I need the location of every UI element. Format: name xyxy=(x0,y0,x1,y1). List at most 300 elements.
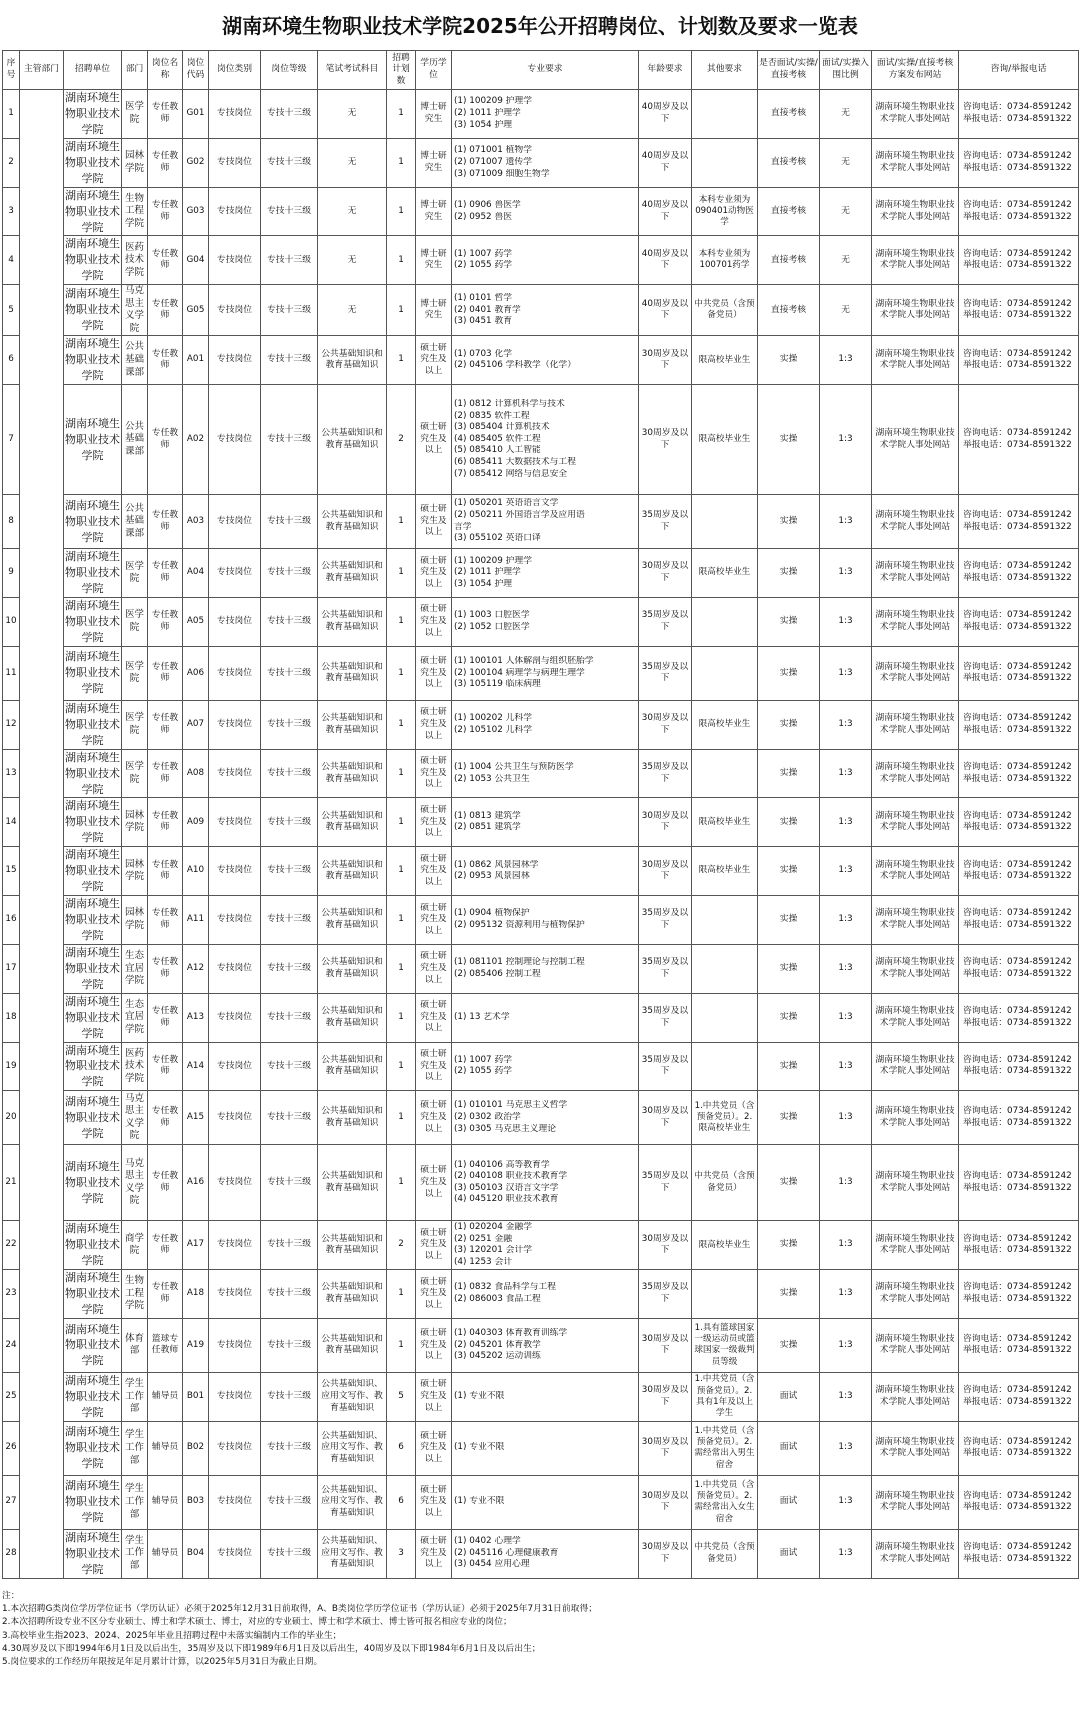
report-phone: 举报电话：0734-8591322 xyxy=(963,162,1072,173)
post-name: 专任教师 xyxy=(148,847,183,896)
post-name: 专任教师 xyxy=(148,495,183,549)
exam-subject: 公共基础知识和教育基础知识 xyxy=(318,495,387,549)
major-item: (3) 0305 马克思主义理论 xyxy=(454,1123,557,1134)
publish-website: 湖南环境生物职业技术学院人事处网站 xyxy=(872,646,959,700)
table-row xyxy=(3,385,1079,495)
table-row xyxy=(3,549,1079,598)
major-item: (2) 085406 控制工程 xyxy=(454,968,541,979)
post-code: A19 xyxy=(183,1318,209,1372)
publish-website: 湖南环境生物职业技术学院人事处网站 xyxy=(872,847,959,896)
major-requirements xyxy=(452,896,639,945)
recruiting-unit: 湖南环境生物职业技术学院 xyxy=(64,944,122,993)
assessment-method: 实操 xyxy=(758,700,820,749)
note-line: 2.本次招聘所设专业不区分专业硕士、博士和学术硕士、博士，对应的专业硕士、博士和学术硕士、博士皆可报名相应专业的岗位； xyxy=(2,1617,512,1628)
major-item: (2) 100104 病理学与病理生理学 xyxy=(454,667,585,678)
age-requirement: 30周岁及以下 xyxy=(639,549,692,598)
report-phone: 举报电话：0734-8591322 xyxy=(963,919,1072,930)
table-row xyxy=(3,944,1079,993)
consult-phone: 咨询电话：0734-8591242 xyxy=(963,1005,1072,1016)
post-name: 专任教师 xyxy=(148,1270,183,1319)
contact-phones xyxy=(959,847,1079,896)
consult-phone: 咨询电话：0734-8591242 xyxy=(963,661,1072,672)
other-requirements xyxy=(692,646,758,700)
column-header: 岗位等级 xyxy=(261,51,318,90)
major-item: (3) 1054 护理 xyxy=(454,119,513,130)
shortlist-ratio: 1:3 xyxy=(820,847,872,896)
report-phone: 举报电话：0734-8591322 xyxy=(963,260,1072,271)
publish-website: 湖南环境生物职业技术学院人事处网站 xyxy=(872,1221,959,1270)
education: 硕士研究生及以上 xyxy=(416,847,452,896)
post-level: 专技十三级 xyxy=(261,1091,318,1145)
table-row xyxy=(3,993,1079,1042)
post-category: 专技岗位 xyxy=(209,285,261,336)
age-requirement: 30周岁及以下 xyxy=(639,700,692,749)
plan-count: 6 xyxy=(387,1421,416,1475)
major-item: (2) 1055 药学 xyxy=(454,1066,513,1077)
plan-count: 1 xyxy=(387,336,416,385)
report-phone: 举报电话：0734-8591322 xyxy=(963,113,1072,124)
major-item: (2) 1053 公共卫生 xyxy=(454,773,530,784)
publish-website: 湖南环境生物职业技术学院人事处网站 xyxy=(872,138,959,187)
post-level: 专技十三级 xyxy=(261,236,318,285)
major-requirements xyxy=(452,1221,639,1270)
row-number: 5 xyxy=(3,285,20,336)
age-requirement: 30周岁及以下 xyxy=(639,1475,692,1529)
department: 生物工程学院 xyxy=(122,1270,148,1319)
plan-count: 5 xyxy=(387,1372,416,1421)
column-header: 是否面试/实操/直接考核 xyxy=(758,51,820,90)
post-name: 专任教师 xyxy=(148,336,183,385)
major-item: (1) 1004 公共卫生与预防医学 xyxy=(454,761,574,772)
department: 园林学院 xyxy=(122,896,148,945)
major-requirements xyxy=(452,847,639,896)
report-phone: 举报电话：0734-8591322 xyxy=(963,521,1072,532)
other-requirements xyxy=(692,896,758,945)
publish-website: 湖南环境生物职业技术学院人事处网站 xyxy=(872,1042,959,1091)
table-row xyxy=(3,187,1079,236)
report-phone: 举报电话：0734-8591322 xyxy=(963,360,1072,371)
post-category: 专技岗位 xyxy=(209,236,261,285)
post-name: 辅导员 xyxy=(148,1421,183,1475)
post-name: 篮球专任教师 xyxy=(148,1318,183,1372)
post-code: A04 xyxy=(183,549,209,598)
major-item: (2) 0251 金融 xyxy=(454,1233,513,1244)
shortlist-ratio: 1:3 xyxy=(820,896,872,945)
major-item: (2) 045106 学科教学（化学） xyxy=(454,360,577,371)
recruiting-unit: 湖南环境生物职业技术学院 xyxy=(64,1475,122,1529)
major-item: (2) 040108 职业技术教育学 xyxy=(454,1171,568,1182)
note-line: 注： xyxy=(2,1591,20,1601)
shortlist-ratio: 无 xyxy=(820,285,872,336)
shortlist-ratio: 1:3 xyxy=(820,944,872,993)
consult-phone: 咨询电话：0734-8591242 xyxy=(963,1333,1072,1344)
age-requirement: 30周岁及以下 xyxy=(639,847,692,896)
recruiting-unit: 湖南环境生物职业技术学院 xyxy=(64,896,122,945)
major-requirements xyxy=(452,495,639,549)
department: 医学院 xyxy=(122,700,148,749)
recruiting-unit: 湖南环境生物职业技术学院 xyxy=(64,138,122,187)
table-row xyxy=(3,1270,1079,1319)
post-level: 专技十三级 xyxy=(261,993,318,1042)
major-item: (1) 050201 英语语言文学 xyxy=(454,498,559,509)
major-item: (7) 085412 网络与信息安全 xyxy=(454,468,568,479)
major-requirements xyxy=(452,1372,639,1421)
publish-website: 湖南环境生物职业技术学院人事处网站 xyxy=(872,993,959,1042)
major-item: (1) 1003 口腔医学 xyxy=(454,610,530,621)
exam-subject: 公共基础知识和教育基础知识 xyxy=(318,385,387,495)
contact-phones xyxy=(959,1270,1079,1319)
education: 博士研究生 xyxy=(416,90,452,139)
post-name: 专任教师 xyxy=(148,1042,183,1091)
assessment-method: 实操 xyxy=(758,1091,820,1145)
post-category: 专技岗位 xyxy=(209,1475,261,1529)
consult-phone: 咨询电话：0734-8591242 xyxy=(963,298,1072,309)
table-row xyxy=(3,336,1079,385)
column-header: 部门 xyxy=(122,51,148,90)
post-level: 专技十三级 xyxy=(261,285,318,336)
publish-website: 湖南环境生物职业技术学院人事处网站 xyxy=(872,1091,959,1145)
department: 马克思主义学院 xyxy=(122,1091,148,1145)
shortlist-ratio: 无 xyxy=(820,187,872,236)
contact-phones xyxy=(959,1475,1079,1529)
consult-phone: 咨询电话：0734-8591242 xyxy=(963,1542,1072,1553)
post-level: 专技十三级 xyxy=(261,1529,318,1578)
table-row xyxy=(3,1475,1079,1529)
major-item: (1) 0862 风景园林学 xyxy=(454,859,539,870)
recruiting-unit: 湖南环境生物职业技术学院 xyxy=(64,1318,122,1372)
contact-phones xyxy=(959,385,1079,495)
post-category: 专技岗位 xyxy=(209,549,261,598)
row-number: 1 xyxy=(3,90,20,139)
row-number: 6 xyxy=(3,336,20,385)
table-row xyxy=(3,495,1079,549)
contact-phones xyxy=(959,1091,1079,1145)
exam-subject: 公共基础知识和教育基础知识 xyxy=(318,896,387,945)
post-code: A18 xyxy=(183,1270,209,1319)
major-requirements xyxy=(452,236,639,285)
post-name: 专任教师 xyxy=(148,598,183,647)
row-number: 26 xyxy=(3,1421,20,1475)
education: 硕士研究生及以上 xyxy=(416,798,452,847)
major-item: (1) 071001 植物学 xyxy=(454,145,533,156)
report-phone: 举报电话：0734-8591322 xyxy=(963,724,1072,735)
plan-count: 1 xyxy=(387,598,416,647)
major-item: (1) 0832 食品科学与工程 xyxy=(454,1282,557,1293)
consult-phone: 咨询电话：0734-8591242 xyxy=(963,908,1072,919)
column-header: 专业要求 xyxy=(452,51,639,90)
post-category: 专技岗位 xyxy=(209,1270,261,1319)
post-name: 专任教师 xyxy=(148,700,183,749)
post-code: A05 xyxy=(183,598,209,647)
row-number: 16 xyxy=(3,896,20,945)
major-item: (1) 100209 护理学 xyxy=(454,96,533,107)
table-row xyxy=(3,1221,1079,1270)
post-level: 专技十三级 xyxy=(261,90,318,139)
age-requirement: 35周岁及以下 xyxy=(639,495,692,549)
table-header-row xyxy=(3,51,1079,90)
major-item: (2) 0835 软件工程 xyxy=(454,410,530,421)
department: 学生工作部 xyxy=(122,1529,148,1578)
major-item: (1) 100209 护理学 xyxy=(454,555,533,566)
shortlist-ratio: 1:3 xyxy=(820,646,872,700)
major-item: (2) 071007 遗传学 xyxy=(454,156,533,167)
other-requirements xyxy=(692,1270,758,1319)
assessment-method: 实操 xyxy=(758,646,820,700)
major-requirements xyxy=(452,187,639,236)
major-item: (2) 0401 教育学 xyxy=(454,304,521,315)
assessment-method: 面试 xyxy=(758,1529,820,1578)
contact-phones xyxy=(959,749,1079,798)
age-requirement: 35周岁及以下 xyxy=(639,944,692,993)
consult-phone: 咨询电话：0734-8591242 xyxy=(963,1385,1072,1396)
row-number: 20 xyxy=(3,1091,20,1145)
row-number: 13 xyxy=(3,749,20,798)
department: 生态宜居学院 xyxy=(122,944,148,993)
note-line: 4.30周岁及以下即1994年6月1日及以后出生，35周岁及以下即1989年6月1日及以后出生，40周岁及以下即1984年6月1日及以后出生； xyxy=(2,1643,541,1654)
post-code: A03 xyxy=(183,495,209,549)
row-number: 23 xyxy=(3,1270,20,1319)
post-level: 专技十三级 xyxy=(261,385,318,495)
major-item: (2) 095132 资源利用与植物保护 xyxy=(454,919,585,930)
other-requirements: 限高校毕业生 xyxy=(692,385,758,495)
other-requirements: 1.中共党员（含预备党员）。2.具有1年及以上学生 xyxy=(692,1372,758,1421)
report-phone: 举报电话：0734-8591322 xyxy=(963,1448,1072,1459)
assessment-method: 实操 xyxy=(758,749,820,798)
column-header: 岗位代码 xyxy=(183,51,209,90)
recruiting-unit: 湖南环境生物职业技术学院 xyxy=(64,1421,122,1475)
notes xyxy=(2,1590,1078,1669)
post-category: 专技岗位 xyxy=(209,646,261,700)
column-header: 序号 xyxy=(3,51,20,90)
contact-phones xyxy=(959,336,1079,385)
education: 硕士研究生及以上 xyxy=(416,1221,452,1270)
exam-subject: 公共基础知识和教育基础知识 xyxy=(318,993,387,1042)
major-requirements xyxy=(452,1091,639,1145)
post-code: A07 xyxy=(183,700,209,749)
contact-phones xyxy=(959,495,1079,549)
post-category: 专技岗位 xyxy=(209,798,261,847)
contact-phones xyxy=(959,549,1079,598)
exam-subject: 公共基础知识和教育基础知识 xyxy=(318,1145,387,1221)
post-category: 专技岗位 xyxy=(209,1372,261,1421)
post-category: 专技岗位 xyxy=(209,1529,261,1578)
department: 医学院 xyxy=(122,749,148,798)
table-row xyxy=(3,285,1079,336)
assessment-method: 实操 xyxy=(758,1221,820,1270)
major-item: (1) 0813 建筑学 xyxy=(454,810,521,821)
major-item: (4) 045120 职业技术教育 xyxy=(454,1194,559,1205)
post-name: 专任教师 xyxy=(148,896,183,945)
post-name: 专任教师 xyxy=(148,236,183,285)
education: 博士研究生 xyxy=(416,236,452,285)
major-item: (1) 专业不限 xyxy=(454,1442,505,1453)
row-number: 10 xyxy=(3,598,20,647)
assessment-method: 实操 xyxy=(758,944,820,993)
plan-count: 1 xyxy=(387,236,416,285)
post-level: 专技十三级 xyxy=(261,495,318,549)
plan-count: 1 xyxy=(387,798,416,847)
age-requirement: 30周岁及以下 xyxy=(639,1318,692,1372)
major-requirements xyxy=(452,749,639,798)
report-phone: 举报电话：0734-8591322 xyxy=(963,1345,1072,1356)
age-requirement: 30周岁及以下 xyxy=(639,798,692,847)
post-name: 专任教师 xyxy=(148,1091,183,1145)
major-item: (2) 1011 护理学 xyxy=(454,108,521,119)
plan-count: 1 xyxy=(387,549,416,598)
post-level: 专技十三级 xyxy=(261,1475,318,1529)
other-requirements: 1.中共党员（含预备党员）。2.需经常出入男生宿舍 xyxy=(692,1421,758,1475)
post-code: A11 xyxy=(183,896,209,945)
report-phone: 举报电话：0734-8591322 xyxy=(963,573,1072,584)
publish-website: 湖南环境生物职业技术学院人事处网站 xyxy=(872,1318,959,1372)
department: 园林学院 xyxy=(122,847,148,896)
table-row xyxy=(3,847,1079,896)
other-requirements: 中共党员（含预备党员） xyxy=(692,1145,758,1221)
major-requirements xyxy=(452,336,639,385)
column-header: 招聘计划数 xyxy=(387,51,416,90)
other-requirements xyxy=(692,138,758,187)
post-level: 专技十三级 xyxy=(261,138,318,187)
row-number: 12 xyxy=(3,700,20,749)
major-item: (1) 0402 心理学 xyxy=(454,1536,521,1547)
department: 公共基础课部 xyxy=(122,336,148,385)
plan-count: 1 xyxy=(387,1091,416,1145)
department: 商学院 xyxy=(122,1221,148,1270)
major-item: (2) 0302 政治学 xyxy=(454,1112,521,1122)
major-item: (1) 1007 药学 xyxy=(454,1054,513,1065)
assessment-method: 面试 xyxy=(758,1421,820,1475)
major-requirements xyxy=(452,700,639,749)
row-number: 11 xyxy=(3,646,20,700)
department: 马克思主义学院 xyxy=(122,1145,148,1221)
assessment-method: 直接考核 xyxy=(758,285,820,336)
plan-count: 1 xyxy=(387,138,416,187)
post-category: 专技岗位 xyxy=(209,138,261,187)
department: 生物工程学院 xyxy=(122,187,148,236)
education: 硕士研究生及以上 xyxy=(416,1421,452,1475)
post-level: 专技十三级 xyxy=(261,336,318,385)
column-header: 咨询/举报电话 xyxy=(959,51,1079,90)
contact-phones xyxy=(959,1042,1079,1091)
education: 硕士研究生及以上 xyxy=(416,385,452,495)
age-requirement: 30周岁及以下 xyxy=(639,1091,692,1145)
post-level: 专技十三级 xyxy=(261,896,318,945)
consult-phone: 咨询电话：0734-8591242 xyxy=(963,1490,1072,1501)
department: 生态宜居学院 xyxy=(122,993,148,1042)
post-level: 专技十三级 xyxy=(261,1421,318,1475)
exam-subject: 公共基础知识和教育基础知识 xyxy=(318,336,387,385)
column-header: 年龄要求 xyxy=(639,51,692,90)
post-level: 专技十三级 xyxy=(261,1270,318,1319)
assessment-method: 直接考核 xyxy=(758,90,820,139)
post-level: 专技十三级 xyxy=(261,598,318,647)
recruiting-unit: 湖南环境生物职业技术学院 xyxy=(64,285,122,336)
column-header: 笔试考试科目 xyxy=(318,51,387,90)
contact-phones xyxy=(959,90,1079,139)
major-requirements xyxy=(452,1475,639,1529)
post-level: 专技十三级 xyxy=(261,1221,318,1270)
report-phone: 举报电话：0734-8591322 xyxy=(963,871,1072,882)
department: 医学院 xyxy=(122,646,148,700)
table-row xyxy=(3,1372,1079,1421)
table-row xyxy=(3,1421,1079,1475)
post-category: 专技岗位 xyxy=(209,187,261,236)
department: 学生工作部 xyxy=(122,1475,148,1529)
consult-phone: 咨询电话：0734-8591242 xyxy=(963,428,1072,439)
publish-website: 湖南环境生物职业技术学院人事处网站 xyxy=(872,90,959,139)
publish-website: 湖南环境生物职业技术学院人事处网站 xyxy=(872,749,959,798)
other-requirements: 限高校毕业生 xyxy=(692,549,758,598)
plan-count: 1 xyxy=(387,1318,416,1372)
table-row xyxy=(3,1529,1079,1578)
age-requirement: 40周岁及以下 xyxy=(639,90,692,139)
post-code: A09 xyxy=(183,798,209,847)
plan-count: 1 xyxy=(387,700,416,749)
plan-count: 3 xyxy=(387,1529,416,1578)
department: 医学院 xyxy=(122,90,148,139)
exam-subject: 无 xyxy=(318,187,387,236)
exam-subject: 公共基础知识和教育基础知识 xyxy=(318,700,387,749)
plan-count: 1 xyxy=(387,749,416,798)
major-item: 言学 xyxy=(454,521,472,532)
major-item: (2) 0953 风景园林 xyxy=(454,871,530,882)
major-requirements xyxy=(452,1042,639,1091)
assessment-method: 面试 xyxy=(758,1475,820,1529)
major-requirements xyxy=(452,90,639,139)
publish-website: 湖南环境生物职业技术学院人事处网站 xyxy=(872,549,959,598)
column-header: 面试/实操/直接考核方案发布网站 xyxy=(872,51,959,90)
consult-phone: 咨询电话：0734-8591242 xyxy=(963,761,1072,772)
table-row xyxy=(3,1042,1079,1091)
major-item: (2) 0952 兽医 xyxy=(454,211,513,222)
post-category: 专技岗位 xyxy=(209,896,261,945)
shortlist-ratio: 1:3 xyxy=(820,1042,872,1091)
education: 硕士研究生及以上 xyxy=(416,549,452,598)
education: 硕士研究生及以上 xyxy=(416,1318,452,1372)
post-name: 辅导员 xyxy=(148,1372,183,1421)
recruiting-unit: 湖南环境生物职业技术学院 xyxy=(64,1042,122,1091)
age-requirement: 35周岁及以下 xyxy=(639,993,692,1042)
plan-count: 1 xyxy=(387,896,416,945)
plan-count: 1 xyxy=(387,187,416,236)
age-requirement: 35周岁及以下 xyxy=(639,896,692,945)
post-code: G02 xyxy=(183,138,209,187)
contact-phones xyxy=(959,1221,1079,1270)
other-requirements: 限高校毕业生 xyxy=(692,847,758,896)
shortlist-ratio: 1:3 xyxy=(820,1318,872,1372)
report-phone: 举报电话：0734-8591322 xyxy=(963,1245,1072,1256)
recruiting-unit: 湖南环境生物职业技术学院 xyxy=(64,1091,122,1145)
consult-phone: 咨询电话：0734-8591242 xyxy=(963,199,1072,210)
plan-count: 1 xyxy=(387,1270,416,1319)
major-requirements xyxy=(452,1318,639,1372)
age-requirement: 40周岁及以下 xyxy=(639,285,692,336)
post-category: 专技岗位 xyxy=(209,1042,261,1091)
column-header: 面试/实操入围比例 xyxy=(820,51,872,90)
post-code: A17 xyxy=(183,1221,209,1270)
shortlist-ratio: 1:3 xyxy=(820,495,872,549)
other-requirements: 中共党员（含预备党员） xyxy=(692,1529,758,1578)
table-row xyxy=(3,90,1079,139)
assessment-method: 实操 xyxy=(758,1145,820,1221)
report-phone: 举报电话：0734-8591322 xyxy=(963,1017,1072,1028)
education: 硕士研究生及以上 xyxy=(416,896,452,945)
contact-phones xyxy=(959,798,1079,847)
plan-count: 2 xyxy=(387,1221,416,1270)
post-code: G01 xyxy=(183,90,209,139)
post-category: 专技岗位 xyxy=(209,1421,261,1475)
post-category: 专技岗位 xyxy=(209,1145,261,1221)
